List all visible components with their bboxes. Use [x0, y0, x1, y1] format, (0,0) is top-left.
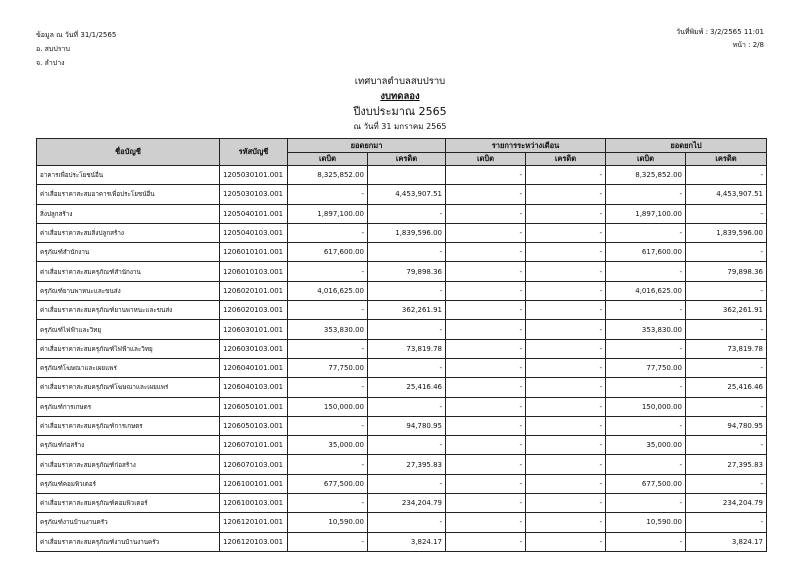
account-name-cell: ครุภัณฑ์ยานพาหนะและขนส่ง	[37, 281, 220, 300]
account-name-cell: ครุภัณฑ์โฆษณาและเผยแพร่	[37, 358, 220, 377]
account-name-cell: สิ่งปลูกสร้าง	[37, 204, 220, 223]
cf-debit-cell: 35,000.00	[606, 436, 686, 455]
month-credit-cell: -	[526, 532, 606, 551]
bf-credit-cell: 1,839,596.00	[368, 223, 446, 242]
cf-credit-cell: -	[686, 281, 767, 300]
col-account-code: รหัสบัญชี	[220, 139, 288, 166]
cf-debit-cell: -	[606, 378, 686, 397]
province-label: จ. ลำปาง	[36, 59, 65, 67]
trial-balance-table	[36, 138, 767, 552]
col-bf-debit: เดบิต	[288, 153, 368, 166]
print-date: วันที่พิมพ์ : 3/2/2565 11:01	[676, 28, 764, 36]
cf-debit-cell: 10,590.00	[606, 513, 686, 532]
bf-debit-cell: 35,000.00	[288, 436, 368, 455]
bf-credit-cell: 25,416.46	[368, 378, 446, 397]
col-bf-credit: เครดิต	[368, 153, 446, 166]
cf-debit-cell: -	[606, 494, 686, 513]
month-debit-cell: -	[446, 513, 526, 532]
page-number: หน้า : 2/8	[732, 41, 764, 49]
as-of-date: ณ วันที่ 31 มกราคม 2565	[353, 122, 447, 131]
report-titles	[0, 74, 800, 133]
bf-credit-cell: -	[368, 281, 446, 300]
report-header-left	[36, 28, 116, 70]
organization-name: เทศบาลตำบลสบปราบ	[354, 76, 446, 87]
cf-credit-cell: 73,819.78	[686, 339, 767, 358]
account-name-cell: ครุภัณฑ์งานบ้านงานครัว	[37, 513, 220, 532]
month-debit-cell: -	[446, 262, 526, 281]
month-credit-cell: -	[526, 436, 606, 455]
table-row	[37, 436, 767, 455]
bf-credit-cell: 94,780.95	[368, 416, 446, 435]
bf-credit-cell: 27,395.83	[368, 455, 446, 474]
col-cf-debit: เดบิต	[606, 153, 686, 166]
cf-credit-cell: 1,839,596.00	[686, 223, 767, 242]
month-debit-cell: -	[446, 223, 526, 242]
bf-credit-cell: -	[368, 243, 446, 262]
data-as-of-date: ข้อมูล ณ วันที่ 31/1/2565	[36, 31, 117, 39]
bf-debit-cell: 4,016,625.00	[288, 281, 368, 300]
account-name-cell: ค่าเสื่อมราคาสะสมครุภัณฑ์คอมพิวเตอร์	[37, 494, 220, 513]
month-credit-cell: -	[526, 281, 606, 300]
account-code-cell: 1206020103.001	[220, 301, 288, 320]
report-title: งบทดลอง	[380, 91, 420, 102]
account-code-cell: 1206070101.001	[220, 436, 288, 455]
bf-debit-cell: -	[288, 301, 368, 320]
account-name-cell: ค่าเสื่อมราคาสะสมครุภัณฑ์ไฟฟ้าและวิทยุ	[37, 339, 220, 358]
cf-debit-cell: -	[606, 416, 686, 435]
cf-credit-cell: -	[686, 320, 767, 339]
account-code-cell: 1205040103.001	[220, 223, 288, 242]
cf-debit-cell: -	[606, 262, 686, 281]
month-debit-cell: -	[446, 378, 526, 397]
cf-debit-cell: -	[606, 223, 686, 242]
account-name-cell: ค่าเสื่อมราคาสะสมครุภัณฑ์โฆษณาและเผยแพร่	[37, 378, 220, 397]
account-code-cell: 1206120101.001	[220, 513, 288, 532]
col-month-debit: เดบิต	[446, 153, 526, 166]
bf-credit-cell	[368, 166, 446, 185]
col-brought-forward: ยอดยกมา	[288, 139, 446, 153]
account-name-cell: ค่าเสื่อมราคาสะสมสิ่งปลูกสร้าง	[37, 223, 220, 242]
cf-debit-cell: -	[606, 301, 686, 320]
bf-debit-cell: 150,000.00	[288, 397, 368, 416]
cf-credit-cell: 94,780.95	[686, 416, 767, 435]
cf-debit-cell: 150,000.00	[606, 397, 686, 416]
account-code-cell: 1206040101.001	[220, 358, 288, 377]
cf-credit-cell: 25,416.46	[686, 378, 767, 397]
cf-debit-cell: -	[606, 185, 686, 204]
table-row	[37, 358, 767, 377]
bf-credit-cell: 4,453,907.51	[368, 185, 446, 204]
account-name-cell: ครุภัณฑ์สำนักงาน	[37, 243, 220, 262]
bf-credit-cell: -	[368, 358, 446, 377]
bf-debit-cell: 353,830.00	[288, 320, 368, 339]
col-month-credit: เครดิต	[526, 153, 606, 166]
cf-credit-cell: 27,395.83	[686, 455, 767, 474]
month-debit-cell: -	[446, 166, 526, 185]
table-row	[37, 320, 767, 339]
account-name-cell: ครุภัณฑ์ไฟฟ้าและวิทยุ	[37, 320, 220, 339]
account-code-cell: 1206020101.001	[220, 281, 288, 300]
month-credit-cell: -	[526, 262, 606, 281]
account-code-cell: 1205030103.001	[220, 185, 288, 204]
bf-debit-cell: 617,600.00	[288, 243, 368, 262]
bf-debit-cell: -	[288, 378, 368, 397]
month-debit-cell: -	[446, 320, 526, 339]
account-name-cell: ค่าเสื่อมราคาสะสมครุภัณฑ์ก่อสร้าง	[37, 455, 220, 474]
month-debit-cell: -	[446, 436, 526, 455]
month-credit-cell: -	[526, 204, 606, 223]
account-code-cell: 1206100103.001	[220, 494, 288, 513]
month-debit-cell: -	[446, 358, 526, 377]
account-code-cell: 1205030101.001	[220, 166, 288, 185]
month-credit-cell: -	[526, 416, 606, 435]
account-code-cell: 1206040103.001	[220, 378, 288, 397]
report-header-right	[676, 26, 764, 52]
month-credit-cell: -	[526, 494, 606, 513]
cf-credit-cell: 234,204.79	[686, 494, 767, 513]
table-row	[37, 185, 767, 204]
cf-credit-cell: 79,898.36	[686, 262, 767, 281]
bf-credit-cell: 73,819.78	[368, 339, 446, 358]
bf-credit-cell: 79,898.36	[368, 262, 446, 281]
bf-credit-cell: -	[368, 513, 446, 532]
account-name-cell: ค่าเสื่อมราคาสะสมครุภัณฑ์ยานพาหนะและขนส่ง	[37, 301, 220, 320]
month-debit-cell: -	[446, 455, 526, 474]
bf-debit-cell: 10,590.00	[288, 513, 368, 532]
account-name-cell: ค่าเสื่อมราคาสะสมครุภัณฑ์สำนักงาน	[37, 262, 220, 281]
month-credit-cell: -	[526, 397, 606, 416]
table-row	[37, 262, 767, 281]
cf-debit-cell: 1,897,100.00	[606, 204, 686, 223]
account-code-cell: 1206050101.001	[220, 397, 288, 416]
month-debit-cell: -	[446, 416, 526, 435]
account-name-cell: ครุภัณฑ์การเกษตร	[37, 397, 220, 416]
cf-credit-cell: -	[686, 166, 767, 185]
cf-credit-cell: -	[686, 397, 767, 416]
account-code-cell: 1206030101.001	[220, 320, 288, 339]
table-row	[37, 204, 767, 223]
bf-debit-cell: -	[288, 494, 368, 513]
account-code-cell: 1206120103.001	[220, 532, 288, 551]
bf-debit-cell: 1,897,100.00	[288, 204, 368, 223]
month-credit-cell: -	[526, 301, 606, 320]
cf-credit-cell: -	[686, 204, 767, 223]
col-cf-credit: เครดิต	[686, 153, 767, 166]
month-debit-cell: -	[446, 397, 526, 416]
table-row	[37, 494, 767, 513]
table-row	[37, 339, 767, 358]
cf-debit-cell: 4,016,625.00	[606, 281, 686, 300]
month-debit-cell: -	[446, 204, 526, 223]
cf-credit-cell: -	[686, 243, 767, 262]
col-during-month: รายการระหว่างเดือน	[446, 139, 606, 153]
bf-credit-cell: -	[368, 436, 446, 455]
cf-credit-cell: -	[686, 513, 767, 532]
account-code-cell: 1206070103.001	[220, 455, 288, 474]
month-credit-cell: -	[526, 185, 606, 204]
bf-debit-cell: -	[288, 532, 368, 551]
bf-debit-cell: -	[288, 223, 368, 242]
month-debit-cell: -	[446, 339, 526, 358]
month-credit-cell: -	[526, 243, 606, 262]
bf-credit-cell: 234,204.79	[368, 494, 446, 513]
month-debit-cell: -	[446, 494, 526, 513]
account-code-cell: 1206010101.001	[220, 243, 288, 262]
bf-credit-cell: -	[368, 320, 446, 339]
month-credit-cell: -	[526, 474, 606, 493]
bf-credit-cell: 362,261.91	[368, 301, 446, 320]
cf-debit-cell: 8,325,852.00	[606, 166, 686, 185]
cf-debit-cell: -	[606, 339, 686, 358]
table-row	[37, 474, 767, 493]
bf-debit-cell: -	[288, 339, 368, 358]
month-credit-cell: -	[526, 223, 606, 242]
account-code-cell: 1205040101.001	[220, 204, 288, 223]
bf-credit-cell: -	[368, 474, 446, 493]
district-label: อ. สบปราบ	[36, 45, 70, 53]
table-row	[37, 223, 767, 242]
bf-debit-cell: 77,750.00	[288, 358, 368, 377]
month-credit-cell: -	[526, 513, 606, 532]
fiscal-year: ปีงบประมาณ 2565	[353, 105, 447, 118]
month-debit-cell: -	[446, 474, 526, 493]
month-credit-cell: -	[526, 320, 606, 339]
month-credit-cell: -	[526, 358, 606, 377]
account-code-cell: 1206100101.001	[220, 474, 288, 493]
month-credit-cell: -	[526, 339, 606, 358]
table-row	[37, 397, 767, 416]
table-row	[37, 378, 767, 397]
cf-credit-cell: -	[686, 436, 767, 455]
cf-credit-cell: 362,261.91	[686, 301, 767, 320]
cf-debit-cell: 677,500.00	[606, 474, 686, 493]
account-name-cell: ครุภัณฑ์ก่อสร้าง	[37, 436, 220, 455]
account-name-cell: ค่าเสื่อมราคาสะสมครุภัณฑ์การเกษตร	[37, 416, 220, 435]
month-debit-cell: -	[446, 243, 526, 262]
month-credit-cell: -	[526, 455, 606, 474]
bf-credit-cell: 3,824.17	[368, 532, 446, 551]
cf-debit-cell: 353,830.00	[606, 320, 686, 339]
account-name-cell: ครุภัณฑ์คอมพิวเตอร์	[37, 474, 220, 493]
account-name-cell: ค่าเสื่อมราคาสะสมอาคารเพื่อประโยชน์อื่น	[37, 185, 220, 204]
table-row	[37, 532, 767, 551]
table-row	[37, 513, 767, 532]
bf-debit-cell: -	[288, 262, 368, 281]
bf-debit-cell: 8,325,852.00	[288, 166, 368, 185]
cf-credit-cell: 4,453,907.51	[686, 185, 767, 204]
col-account-name: ชื่อบัญชี	[37, 139, 220, 166]
bf-credit-cell: -	[368, 204, 446, 223]
month-debit-cell: -	[446, 532, 526, 551]
table-row	[37, 455, 767, 474]
bf-debit-cell: -	[288, 185, 368, 204]
cf-debit-cell: 617,600.00	[606, 243, 686, 262]
account-name-cell: อาคารเพื่อประโยชน์อื่น	[37, 166, 220, 185]
bf-credit-cell: -	[368, 397, 446, 416]
table-row	[37, 243, 767, 262]
account-name-cell: ค่าเสื่อมราคาสะสมครุภัณฑ์งานบ้านงานครัว	[37, 532, 220, 551]
account-code-cell: 1206030103.001	[220, 339, 288, 358]
cf-debit-cell: 77,750.00	[606, 358, 686, 377]
table-row	[37, 281, 767, 300]
cf-credit-cell: -	[686, 474, 767, 493]
table-row	[37, 166, 767, 185]
table-row	[37, 301, 767, 320]
bf-debit-cell: 677,500.00	[288, 474, 368, 493]
cf-debit-cell: -	[606, 455, 686, 474]
cf-credit-cell: 3,824.17	[686, 532, 767, 551]
account-code-cell: 1206050103.001	[220, 416, 288, 435]
bf-debit-cell: -	[288, 455, 368, 474]
month-debit-cell: -	[446, 281, 526, 300]
month-debit-cell: -	[446, 185, 526, 204]
month-credit-cell: -	[526, 378, 606, 397]
cf-debit-cell: -	[606, 532, 686, 551]
cf-credit-cell: -	[686, 358, 767, 377]
month-credit-cell: -	[526, 166, 606, 185]
account-code-cell: 1206010103.001	[220, 262, 288, 281]
col-carried-forward: ยอดยกไป	[606, 139, 767, 153]
bf-debit-cell: -	[288, 416, 368, 435]
table-row	[37, 416, 767, 435]
month-debit-cell: -	[446, 301, 526, 320]
